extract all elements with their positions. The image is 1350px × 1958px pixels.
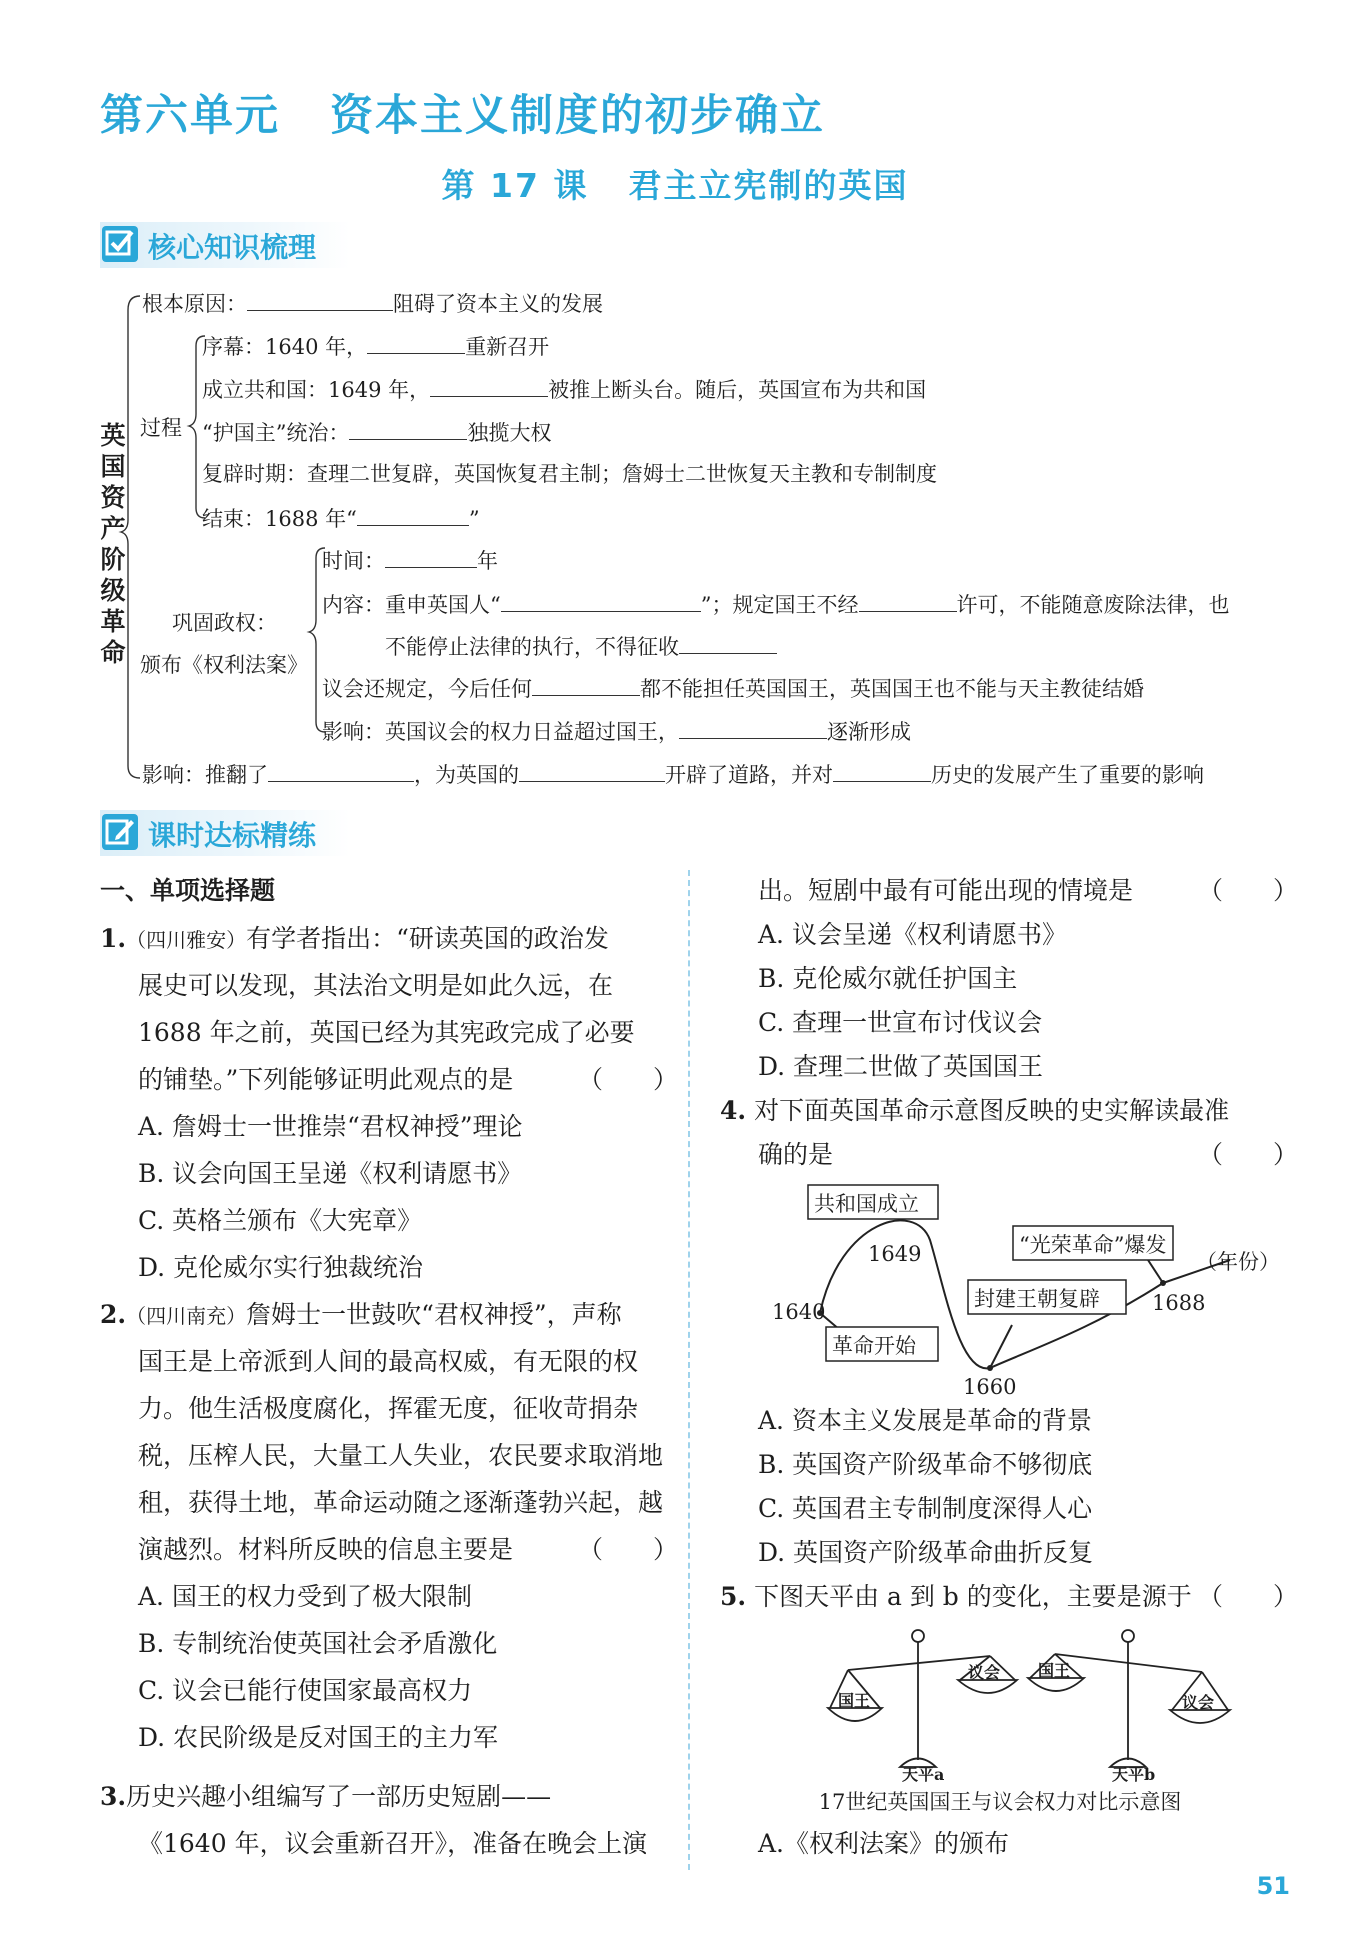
answer-blank[interactable] <box>833 759 931 782</box>
section-title: 核心知识梳理 <box>148 231 317 264</box>
question-1-line: 的铺垫。”下列能够证明此观点的是 <box>138 1065 514 1094</box>
question-2-line: 力。他生活极度腐化，挥霍无度，征收苛捐杂 <box>138 1394 639 1423</box>
mindmap-consolidate-label: 巩固政权： <box>172 611 277 635</box>
balance-b-label: 天平b <box>1112 1765 1156 1782</box>
question-4: 4. 对下面英国革命示意图反映的史实解读最准 <box>720 1096 1230 1125</box>
answer-blank[interactable] <box>501 589 701 612</box>
answer-paren[interactable]: （ ） <box>1198 876 1299 905</box>
balance-b-parliament: 议会 <box>1182 1693 1215 1712</box>
answer-blank[interactable] <box>247 288 393 311</box>
question-4-line: 确的是 <box>758 1140 834 1169</box>
question-1: 1.（四川雅安）有学者指出：“研读英国的政治发 <box>100 924 609 953</box>
answer-paren[interactable]: （ ） <box>578 1065 679 1094</box>
option-c[interactable]: C. 查理一世宣布讨伐议会 <box>758 1008 1043 1037</box>
answer-blank[interactable] <box>519 759 665 782</box>
question-2-line: 租，获得土地，革命运动随之逐渐蓬勃兴起，越 <box>138 1488 664 1517</box>
balance-a-king: 国王 <box>838 1691 871 1710</box>
question-3-line: 《1640 年，议会重新召开》，准备在晚会上演 <box>138 1829 648 1858</box>
axis-unit-label: （年份） <box>1196 1250 1280 1274</box>
option-d[interactable]: D. 英国资产阶级革命曲折反复 <box>758 1538 1094 1567</box>
answer-paren[interactable]: （ ） <box>1198 1140 1299 1169</box>
question-1-line: 1688 年之前，英国已经为其宪政完成了必要 <box>138 1018 635 1047</box>
answer-blank[interactable] <box>357 503 469 526</box>
option-a[interactable]: A. 国王的权力受到了极大限制 <box>138 1582 472 1611</box>
mindmap-end: 结束：1688 年“ ” <box>202 503 480 533</box>
balance-a-parliament: 议会 <box>968 1663 1001 1682</box>
mindmap-bill-influence: 影响：英国议会的权力日益超过国王， 逐渐形成 <box>322 716 911 746</box>
mindmap-protector: “护国主”统治： 独揽大权 <box>202 417 551 447</box>
column-divider <box>688 870 690 1870</box>
option-d[interactable]: D. 查理二世做了英国国王 <box>758 1052 1044 1081</box>
balance-a-label: 天平a <box>902 1765 945 1782</box>
question-3: 3.历史兴趣小组编写了一部历史短剧—— <box>100 1782 552 1811</box>
balance-caption: 17世纪英国国王与议会权力对比示意图 <box>818 1790 1182 1814</box>
option-d[interactable]: D. 克伦威尔实行独裁统治 <box>138 1253 424 1282</box>
question-1-line: 展史可以发现，其法治文明是如此久远，在 <box>138 971 614 1000</box>
mindmap-restoration: 复辟时期：查理二世复辟，英国恢复君主制；詹姆士二世恢复天主教和专制制度 <box>202 462 937 486</box>
box-revolution-start: 革命开始 <box>832 1334 916 1358</box>
box-glorious-revolution: “光荣革命”爆发 <box>1019 1233 1167 1257</box>
option-b[interactable]: B. 克伦威尔就任护国主 <box>758 964 1018 993</box>
option-b[interactable]: B. 专制统治使英国社会矛盾激化 <box>138 1629 498 1658</box>
answer-blank[interactable] <box>430 374 548 397</box>
mindmap-impact: 影响：推翻了 ，为英国的 开辟了道路，并对 历史的发展产生了重要的影响 <box>142 759 1204 789</box>
year-label-1649: 1649 <box>868 1242 922 1266</box>
question-2-line: 国王是上帝派到人间的最高权威，有无限的权 <box>138 1347 639 1376</box>
question-5: 5. 下图天平由 a 到 b 的变化，主要是源于 <box>720 1582 1192 1611</box>
year-label-1688: 1688 <box>1152 1291 1206 1315</box>
mindmap-bill-time: 时间： 年 <box>322 545 498 575</box>
option-c[interactable]: C. 英格兰颁布《大宪章》 <box>138 1206 423 1235</box>
mindmap-prelude: 序幕：1640 年， 重新召开 <box>202 331 549 361</box>
question-3-cont: 出。短剧中最有可能出现的情境是 <box>758 876 1134 905</box>
section-title: 课时达标精练 <box>148 819 317 852</box>
section-header-practice <box>100 810 350 856</box>
answer-blank[interactable] <box>367 331 465 354</box>
question-2: 2.（四川南充）詹姆士一世鼓吹“君权神授”，声称 <box>100 1300 622 1329</box>
option-c[interactable]: C. 英国君主专制制度深得人心 <box>758 1494 1093 1523</box>
mindmap-root: 英国资产阶级革命 <box>100 421 126 667</box>
option-a[interactable]: A.《权利法案》的颁布 <box>758 1829 1010 1858</box>
mindmap-bill-content: 内容：重申英国人“ ”；规定国王不经 许可，不能随意废除法律，也 <box>322 589 1230 619</box>
option-a[interactable]: A. 资本主义发展是革命的背景 <box>758 1406 1092 1435</box>
revolution-timeline-diagram <box>760 1180 1290 1400</box>
question-2-line: 税，压榨人民，大量工人失业，农民要求取消地 <box>138 1441 664 1470</box>
option-d[interactable]: D. 农民阶级是反对国王的主力军 <box>138 1723 499 1752</box>
mindmap-bill-content-cont: 不能停止法律的执行，不得征收 <box>385 631 777 661</box>
balance-diagram <box>810 1622 1260 1782</box>
answer-paren[interactable]: （ ） <box>1198 1582 1299 1611</box>
mindmap-bill-label: 颁布《权利法案》 <box>140 653 308 677</box>
mindmap-bill-parliament: 议会还规定，今后任何 都不能担任英国国王，英国国王也不能与天主教徒结婚 <box>322 673 1144 703</box>
answer-blank[interactable] <box>679 716 827 739</box>
page-number: 51 <box>1256 1872 1290 1900</box>
option-a[interactable]: A. 詹姆士一世推崇“君权神授”理论 <box>138 1112 523 1141</box>
mindmap-cause: 根本原因： 阻碍了资本主义的发展 <box>142 288 603 318</box>
box-republic: 共和国成立 <box>814 1192 919 1216</box>
answer-blank[interactable] <box>268 759 414 782</box>
answer-blank[interactable] <box>679 631 777 654</box>
year-label-1660: 1660 <box>963 1375 1017 1399</box>
answer-paren[interactable]: （ ） <box>578 1535 679 1564</box>
question-2-line: 演越烈。材料所反映的信息主要是 <box>138 1535 514 1564</box>
answer-blank[interactable] <box>859 589 957 612</box>
option-b[interactable]: B. 英国资产阶级革命不够彻底 <box>758 1450 1093 1479</box>
box-restoration: 封建王朝复辟 <box>974 1287 1100 1311</box>
mindmap-process-label: 过程 <box>140 416 182 440</box>
unit-title: 第六单元 资本主义制度的初步确立 <box>100 91 825 141</box>
answer-blank[interactable] <box>385 545 477 568</box>
option-b[interactable]: B. 议会向国王呈递《权利请愿书》 <box>138 1159 523 1188</box>
balance-b-king: 国王 <box>1038 1661 1071 1680</box>
answer-blank[interactable] <box>532 673 640 696</box>
mindmap-republic: 成立共和国：1649 年， 被推上断头台。随后，英国宣布为共和国 <box>202 374 926 404</box>
option-c[interactable]: C. 议会已能行使国家最高权力 <box>138 1676 473 1705</box>
answer-blank[interactable] <box>349 417 467 440</box>
option-a[interactable]: A. 议会呈递《权利请愿书》 <box>758 920 1067 949</box>
lesson-title: 第 17 课 君主立宪制的英国 <box>441 166 909 205</box>
pencil-icon <box>102 814 138 850</box>
year-label-1640: 1640 <box>772 1300 826 1324</box>
question-type-heading: 一、单项选择题 <box>100 876 276 905</box>
